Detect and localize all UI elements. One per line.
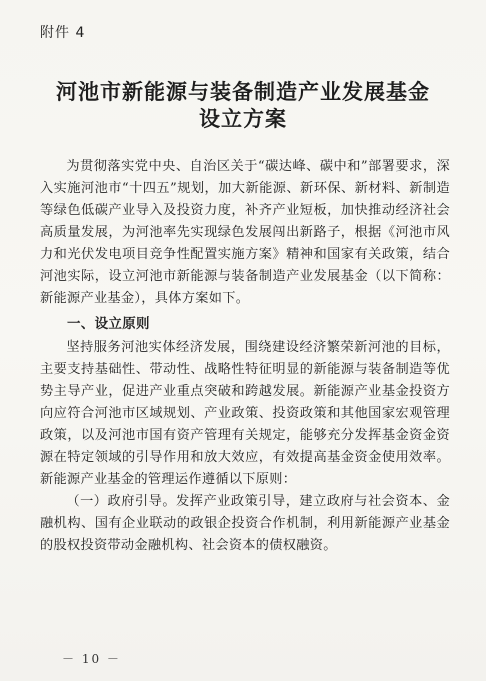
document-title-line1: 河池市新能源与装备制造产业发展基金 bbox=[56, 79, 430, 104]
attachment-label: 附件 4 bbox=[40, 25, 86, 41]
document-body bbox=[40, 156, 450, 557]
section-heading-principles: 一、设立原则 bbox=[67, 316, 150, 332]
page-number: － 10 － bbox=[62, 652, 121, 666]
document-title-line2: 设立方案 bbox=[199, 106, 287, 131]
principles-paragraph: 坚持服务河池实体经济发展，围绕建设经济繁荣新河池的目标，主要支持基础性、带动性、战略性特征明显的新能源与装备制造等优势主导产业，促进产业重点突破和跨越发展。新能源产业基金投资方向应符合河池市区域规划、产业政策、投资政策和其他国家宏观管理政策，以及河池市国有资产管理有关规定，能够充分发挥基金资金资源在特定领域的引导作用和放大效应，有效提高基金资金使用效率。新能源产业基金的管理运作遵循以下原则： bbox=[40, 340, 450, 487]
government-guidance-paragraph: （一）政府引导。发挥产业政策引导，建立政府与社会资本、金融机构、国有企业联动的政银企投资合作机制，利用新能源产业基金的股权投资带动金融机构、社会资本的债权融资。 bbox=[40, 494, 450, 553]
intro-paragraph: 为贯彻落实党中央、自治区关于“碳达峰、碳中和”部署要求，深入实施河池市“十四五”规划，加大新能源、新环保、新材料、新制造等绿色低碳产业导入及投资力度，补齐产业短板，加快推动经济社会高质量发展，为河池率先实现绿色发展闯出新路子，根据《河池市风力和光伏发电项目竞争性配置实施方案》精神和国家有关政策，结合河池实际，设立河池市新能源与装备制造产业发展基金（以下简称：新能源产业基金），具体方案如下。 bbox=[40, 159, 450, 306]
